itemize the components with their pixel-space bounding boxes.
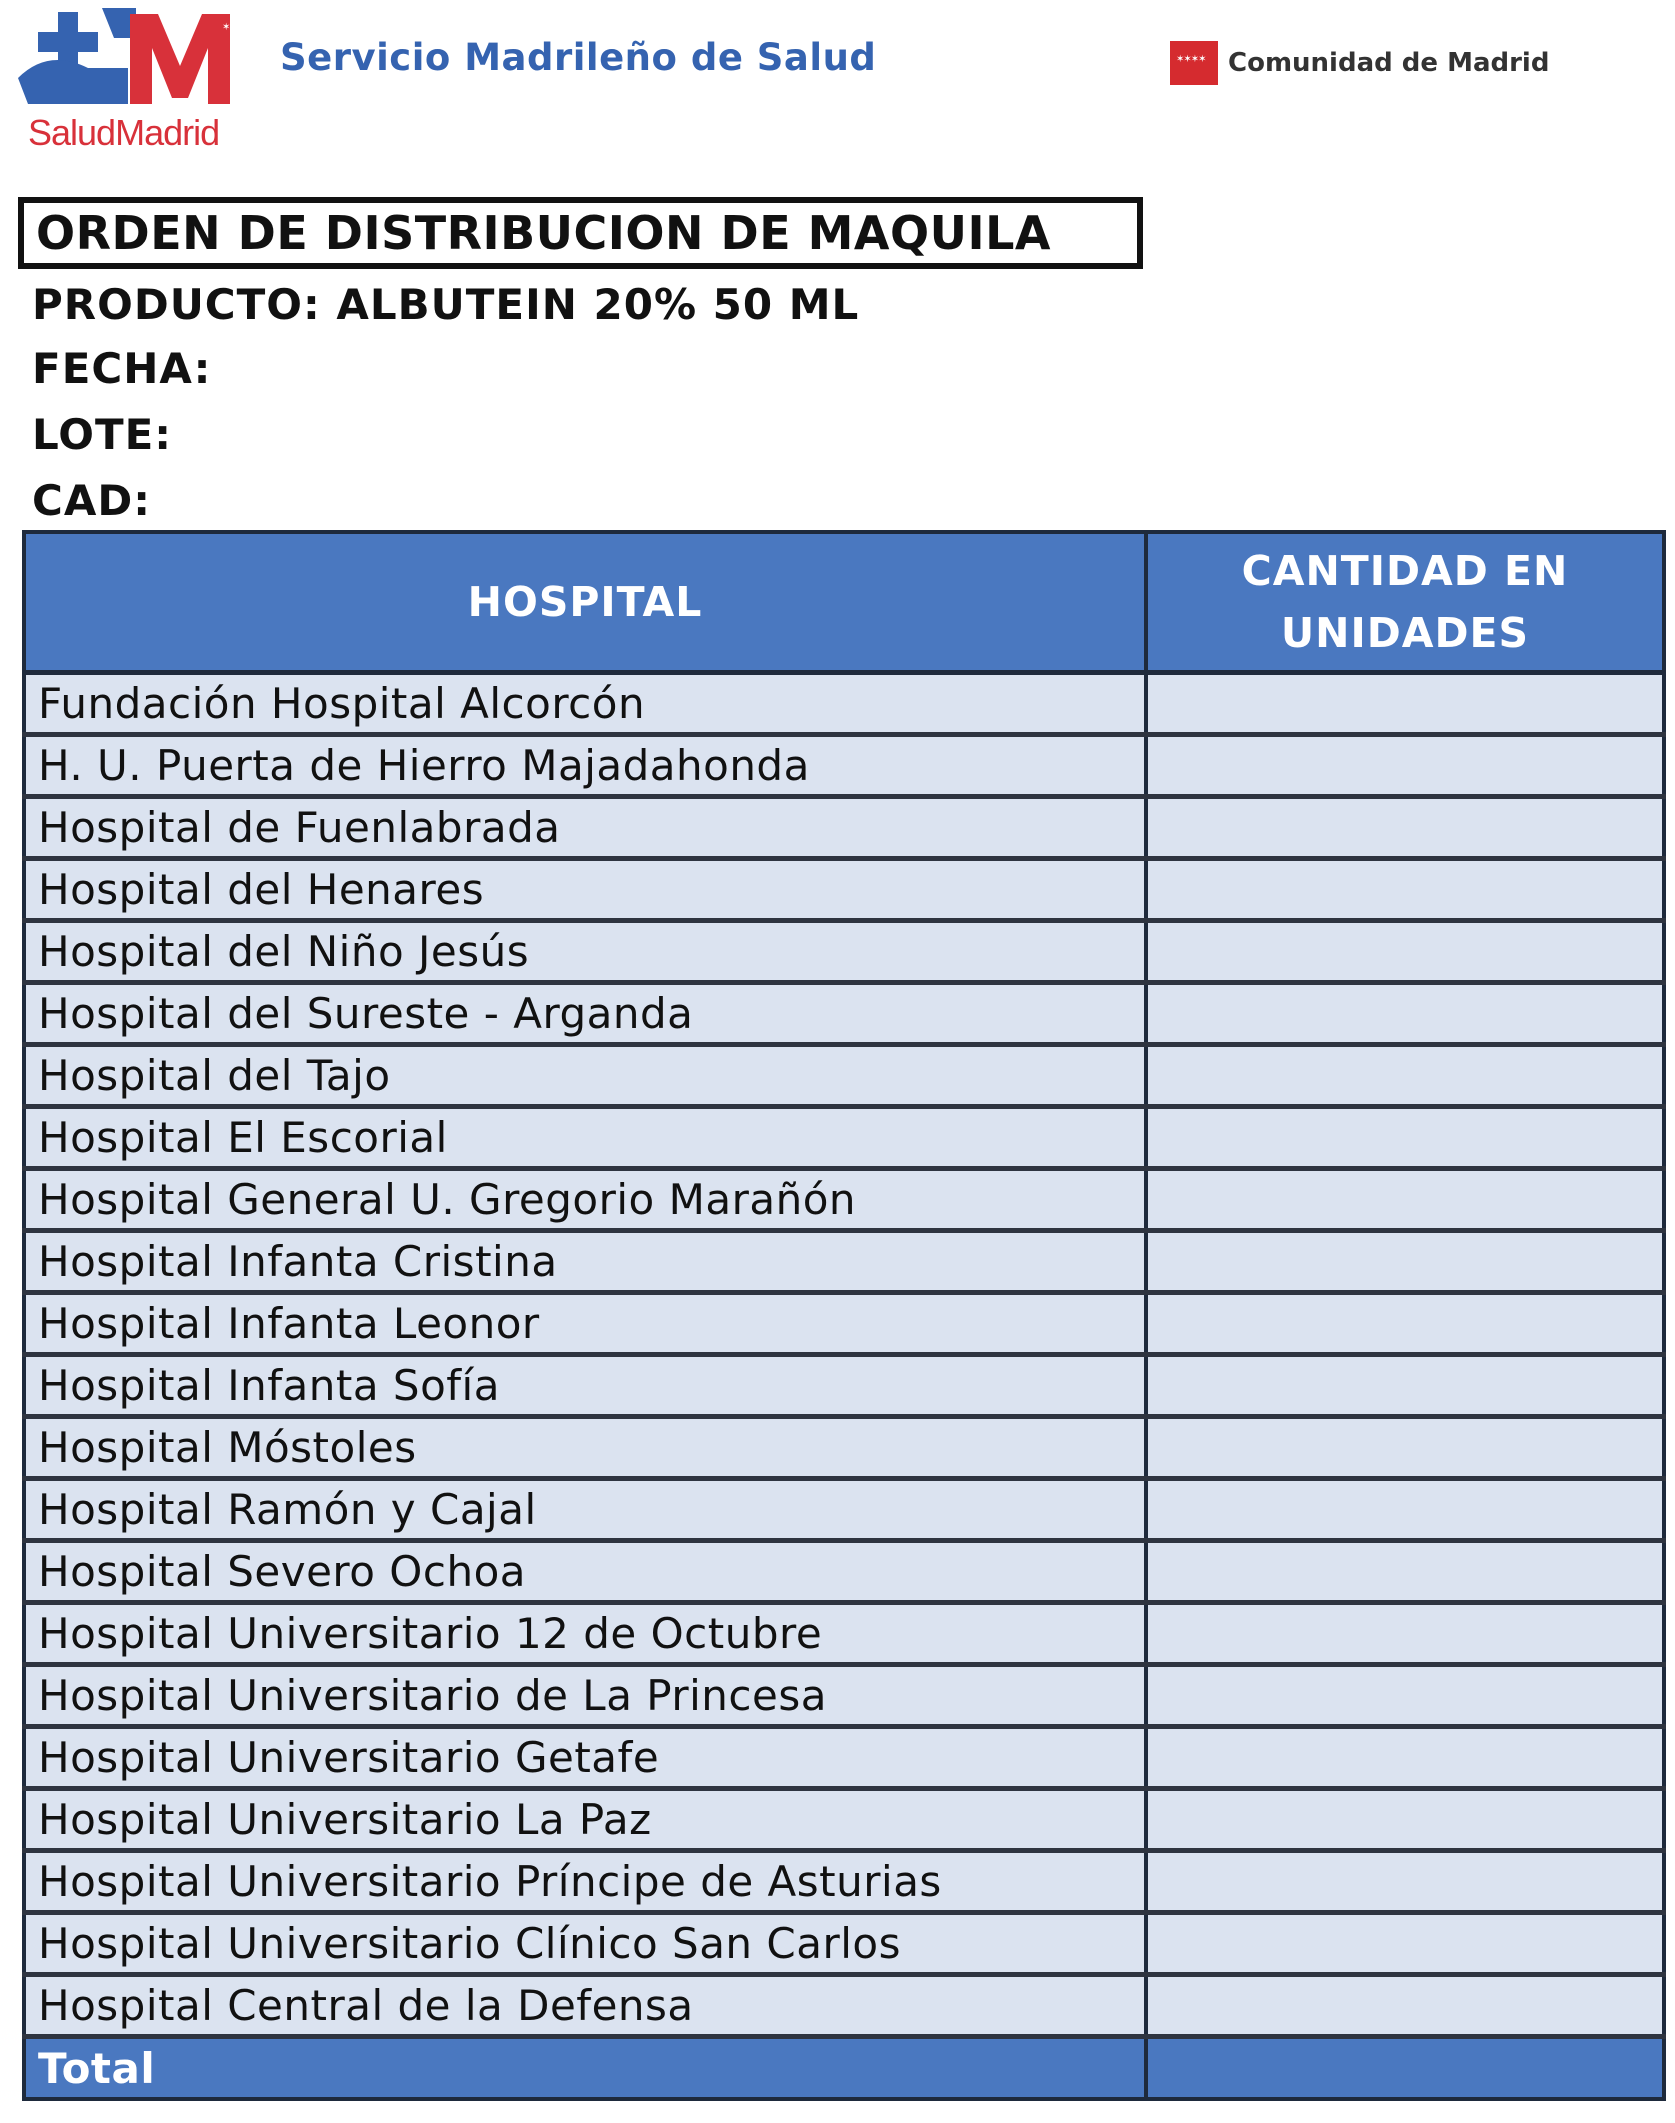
comunidad-flag-icon: ✶✶✶✶ (1170, 41, 1218, 85)
quantity-cell[interactable] (1146, 1045, 1664, 1107)
total-row (24, 2037, 1664, 2100)
quantity-cell[interactable] (1146, 1975, 1664, 2037)
hospital-name-cell: Hospital Universitario de La Princesa (24, 1665, 1146, 1727)
product-field: PRODUCTO: ALBUTEIN 20% 50 ML (32, 280, 860, 329)
table-row (24, 797, 1664, 859)
quantity-cell[interactable] (1146, 921, 1664, 983)
table-row (24, 1541, 1664, 1603)
hospital-name-cell: Hospital Universitario La Paz (24, 1789, 1146, 1851)
quantity-cell[interactable] (1146, 1107, 1664, 1169)
table-row (24, 983, 1664, 1045)
hospital-name-cell: H. U. Puerta de Hierro Majadahonda (24, 735, 1146, 797)
table-header-row (24, 532, 1664, 673)
table-row (24, 1169, 1664, 1231)
salud-madrid-logo (18, 8, 258, 153)
quantity-cell[interactable] (1146, 1479, 1664, 1541)
hospital-name-cell: Hospital del Niño Jesús (24, 921, 1146, 983)
quantity-cell[interactable] (1146, 1851, 1664, 1913)
hospital-name-cell: Fundación Hospital Alcorcón (24, 673, 1146, 735)
table-row (24, 1355, 1664, 1417)
quantity-cell[interactable] (1146, 1727, 1664, 1789)
svg-text:✶✶✶: ✶✶✶ (222, 22, 248, 33)
lote-field: LOTE: (32, 410, 173, 459)
distribution-table (22, 530, 1666, 2101)
quantity-cell[interactable] (1146, 735, 1664, 797)
quantity-cell[interactable] (1146, 1603, 1664, 1665)
quantity-cell[interactable] (1146, 1293, 1664, 1355)
hospital-name-cell: Hospital General U. Gregorio Marañón (24, 1169, 1146, 1231)
logo-subtitle: SaludMadrid (28, 112, 220, 153)
column-header-hospital: HOSPITAL (24, 532, 1146, 673)
hospital-name-cell: Hospital del Tajo (24, 1045, 1146, 1107)
quantity-cell[interactable] (1146, 1231, 1664, 1293)
table-row (24, 735, 1664, 797)
table-row (24, 921, 1664, 983)
quantity-cell[interactable] (1146, 673, 1664, 735)
quantity-cell[interactable] (1146, 1789, 1664, 1851)
quantity-cell[interactable] (1146, 1913, 1664, 1975)
column-header-quantity: CANTIDAD EN UNIDADES (1146, 532, 1664, 673)
hospital-name-cell: Hospital Ramón y Cajal (24, 1479, 1146, 1541)
quantity-cell[interactable] (1146, 1665, 1664, 1727)
hospital-name-cell: Hospital del Sureste - Arganda (24, 983, 1146, 1045)
table-row (24, 1293, 1664, 1355)
comunidad-madrid-brand (1170, 40, 1549, 86)
table-row (24, 1045, 1664, 1107)
table-row (24, 1665, 1664, 1727)
hospital-name-cell: Hospital Infanta Sofía (24, 1355, 1146, 1417)
fecha-field: FECHA: (32, 344, 212, 393)
table-row (24, 673, 1664, 735)
hospital-name-cell: Hospital Universitario Clínico San Carlos (24, 1913, 1146, 1975)
table-row (24, 1417, 1664, 1479)
hospital-name-cell: Hospital Universitario Príncipe de Asturias (24, 1851, 1146, 1913)
quantity-cell[interactable] (1146, 1417, 1664, 1479)
document-title: ORDEN DE DISTRIBUCION DE MAQUILA (18, 197, 1143, 269)
table-row (24, 1231, 1664, 1293)
organization-name: Servicio Madrileño de Salud (280, 36, 877, 79)
table-row (24, 1851, 1664, 1913)
hospital-name-cell: Hospital Infanta Cristina (24, 1231, 1146, 1293)
quantity-cell[interactable] (1146, 1169, 1664, 1231)
cad-field: CAD: (32, 476, 151, 525)
quantity-cell[interactable] (1146, 797, 1664, 859)
hospital-name-cell: Hospital El Escorial (24, 1107, 1146, 1169)
table-row (24, 1975, 1664, 2037)
total-quantity-cell (1146, 2037, 1664, 2100)
quantity-cell[interactable] (1146, 1541, 1664, 1603)
quantity-cell[interactable] (1146, 983, 1664, 1045)
hospital-name-cell: Hospital Central de la Defensa (24, 1975, 1146, 2037)
hospital-name-cell: Hospital Universitario 12 de Octubre (24, 1603, 1146, 1665)
comunidad-name: Comunidad de Madrid (1228, 48, 1550, 78)
salud-madrid-logo-icon (18, 8, 258, 112)
table-row (24, 1789, 1664, 1851)
table-row (24, 1913, 1664, 1975)
hospital-name-cell: Hospital Severo Ochoa (24, 1541, 1146, 1603)
hospital-name-cell: Hospital Infanta Leonor (24, 1293, 1146, 1355)
quantity-cell[interactable] (1146, 859, 1664, 921)
table-row (24, 1107, 1664, 1169)
total-label: Total (24, 2037, 1146, 2100)
hospital-name-cell: Hospital de Fuenlabrada (24, 797, 1146, 859)
table-row (24, 1727, 1664, 1789)
hospital-name-cell: Hospital Móstoles (24, 1417, 1146, 1479)
table-row (24, 1479, 1664, 1541)
hospital-name-cell: Hospital del Henares (24, 859, 1146, 921)
table-row (24, 859, 1664, 921)
quantity-cell[interactable] (1146, 1355, 1664, 1417)
table-row (24, 1603, 1664, 1665)
hospital-name-cell: Hospital Universitario Getafe (24, 1727, 1146, 1789)
